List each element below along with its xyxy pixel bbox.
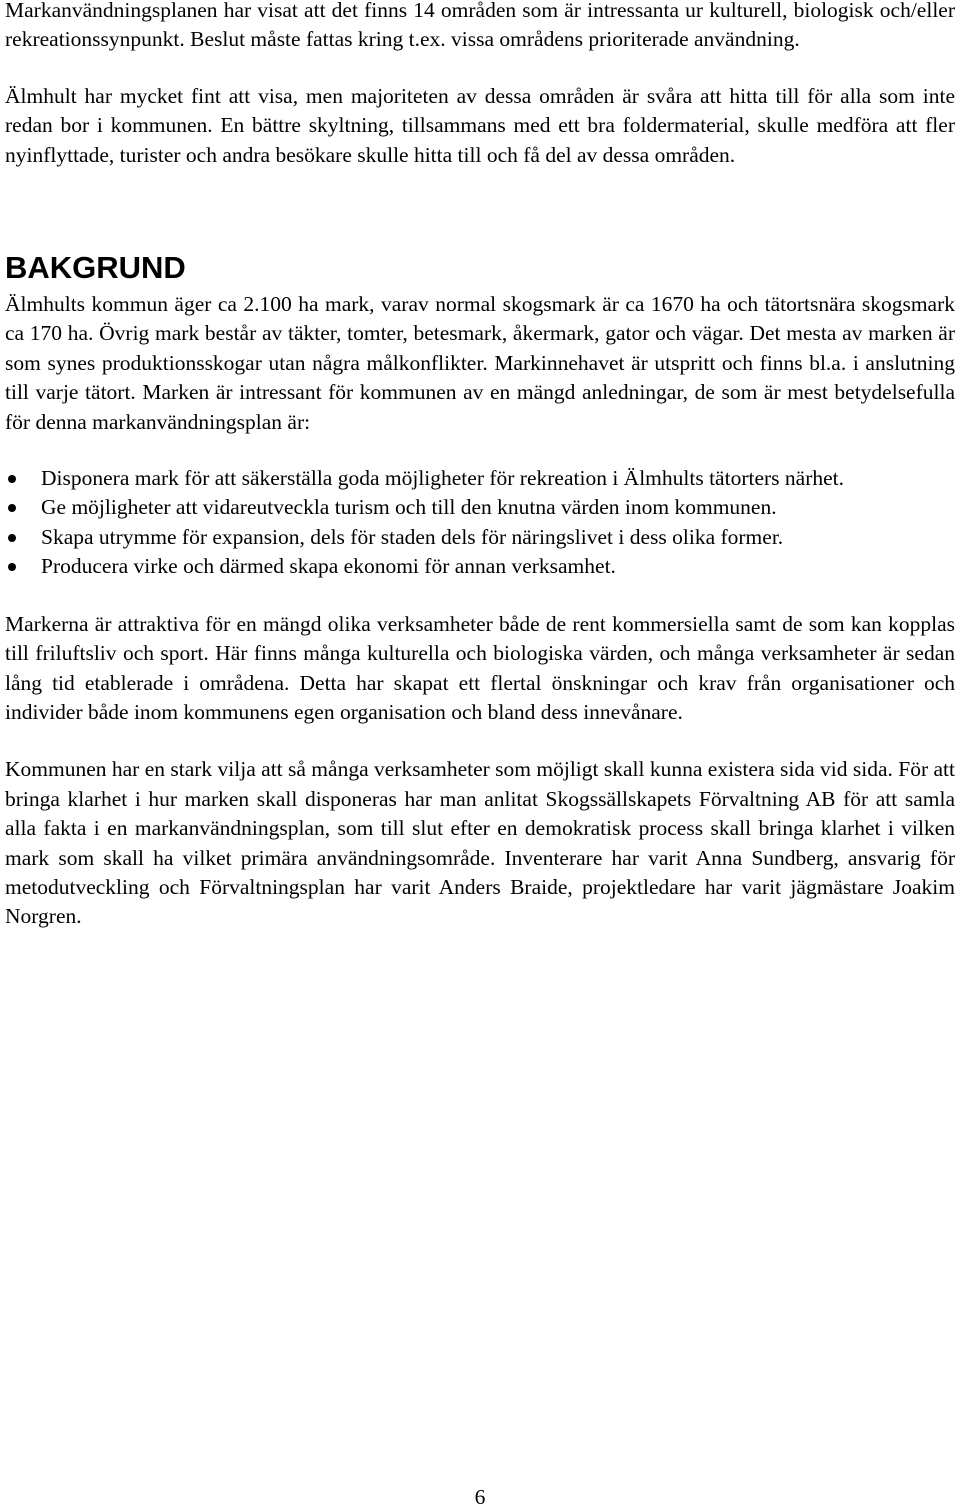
list-item: [5, 493, 955, 522]
list-item-text: Ge möjligheter att vidareutveckla turism och till den knutna värden inom kommunen.: [41, 495, 777, 520]
paragraph-intro: Markanvändningsplanen har visat att det finns 14 områden som är intressanta ur kulturell, biologisk och/eller rekreationssynpunkt. Beslut måste fattas kring t.ex. vissa områdens prioriterade användning.: [5, 0, 955, 52]
bullet-list: [5, 464, 955, 582]
section-heading-bakgrund: BAKGRUND: [5, 250, 186, 286]
bullet-icon: [8, 475, 16, 483]
paragraph-visibility: Älmhult har mycket fint att visa, men majoriteten av dessa områden är svåra att hitta till för alla som inte redan bor i kommunen. En bättre skyltning, tillsammans med ett bra foldermaterial, skulle medföra att fler nyinflyttade, turister och andra besökare skulle hitta till och få del av dessa områden.: [5, 83, 955, 167]
list-item-text: Disponera mark för att säkerställa goda möjligheter för rekreation i Älmhults tätorters närhet.: [41, 466, 844, 491]
list-item: [5, 523, 955, 552]
page-number: 6: [474, 1485, 486, 1509]
list-item: [5, 552, 955, 581]
paragraph-attractiveness: Markerna är attraktiva för en mängd olika verksamheter både de rent kommersiella samt de som kan kopplas till friluftsliv och sport. Här finns många kulturella och biologiska värden, och många verksamheter är sedan lång tid etablerade i områdena. Detta har skapat ett flertal önskningar och krav från organisationer och individer både inom kommunens egen organisation och bland dess innevånare.: [5, 611, 955, 724]
paragraph-municipality-will: Kommunen har en stark vilja att så många verksamheter som möjligt skall kunna existera sida vid sida. För att bringa klarhet i hur marken skall disponeras har man anlitat Skogssällskapets Förvaltning AB för att samla alla fakta i en markanvändningsplan, som till slut efter en demokratisk process skall bringa klarhet i vilken mark som skall ha vilket primära användningsområde. Inventerare har varit Anna Sundberg, ansvarig för metodutveckling och Förvaltningsplan har varit Anders Braide, projektledare har varit jägmästare Joakim Norgren.: [5, 757, 955, 929]
paragraph-land-ownership: Älmhults kommun äger ca 2.100 ha mark, varav normal skogsmark är ca 1670 ha och tätortsnära skogsmark ca 170 ha. Övrig mark består av täkter, tomter, betesmark, åkermark, gator och vägar. Det mesta av marken är som synes produktionsskogar utan några målkonflikter. Markinnehavet är utspritt och finns bl.a. i anslutning till varje tätort. Marken är intressant för kommunen av en mängd anledningar, de som är mest betydelsefulla för denna markanvändningsplan är:: [5, 292, 955, 434]
document-page: [5, 0, 955, 932]
bullet-icon: [8, 534, 16, 542]
list-item-text: Skapa utrymme för expansion, dels för staden dels för näringslivet i dess olika former.: [41, 524, 784, 549]
list-item-text: Producera virke och därmed skapa ekonomi för annan verksamhet.: [41, 554, 616, 579]
bullet-icon: [8, 504, 16, 512]
list-item: [5, 464, 955, 493]
bullet-icon: [8, 563, 16, 571]
